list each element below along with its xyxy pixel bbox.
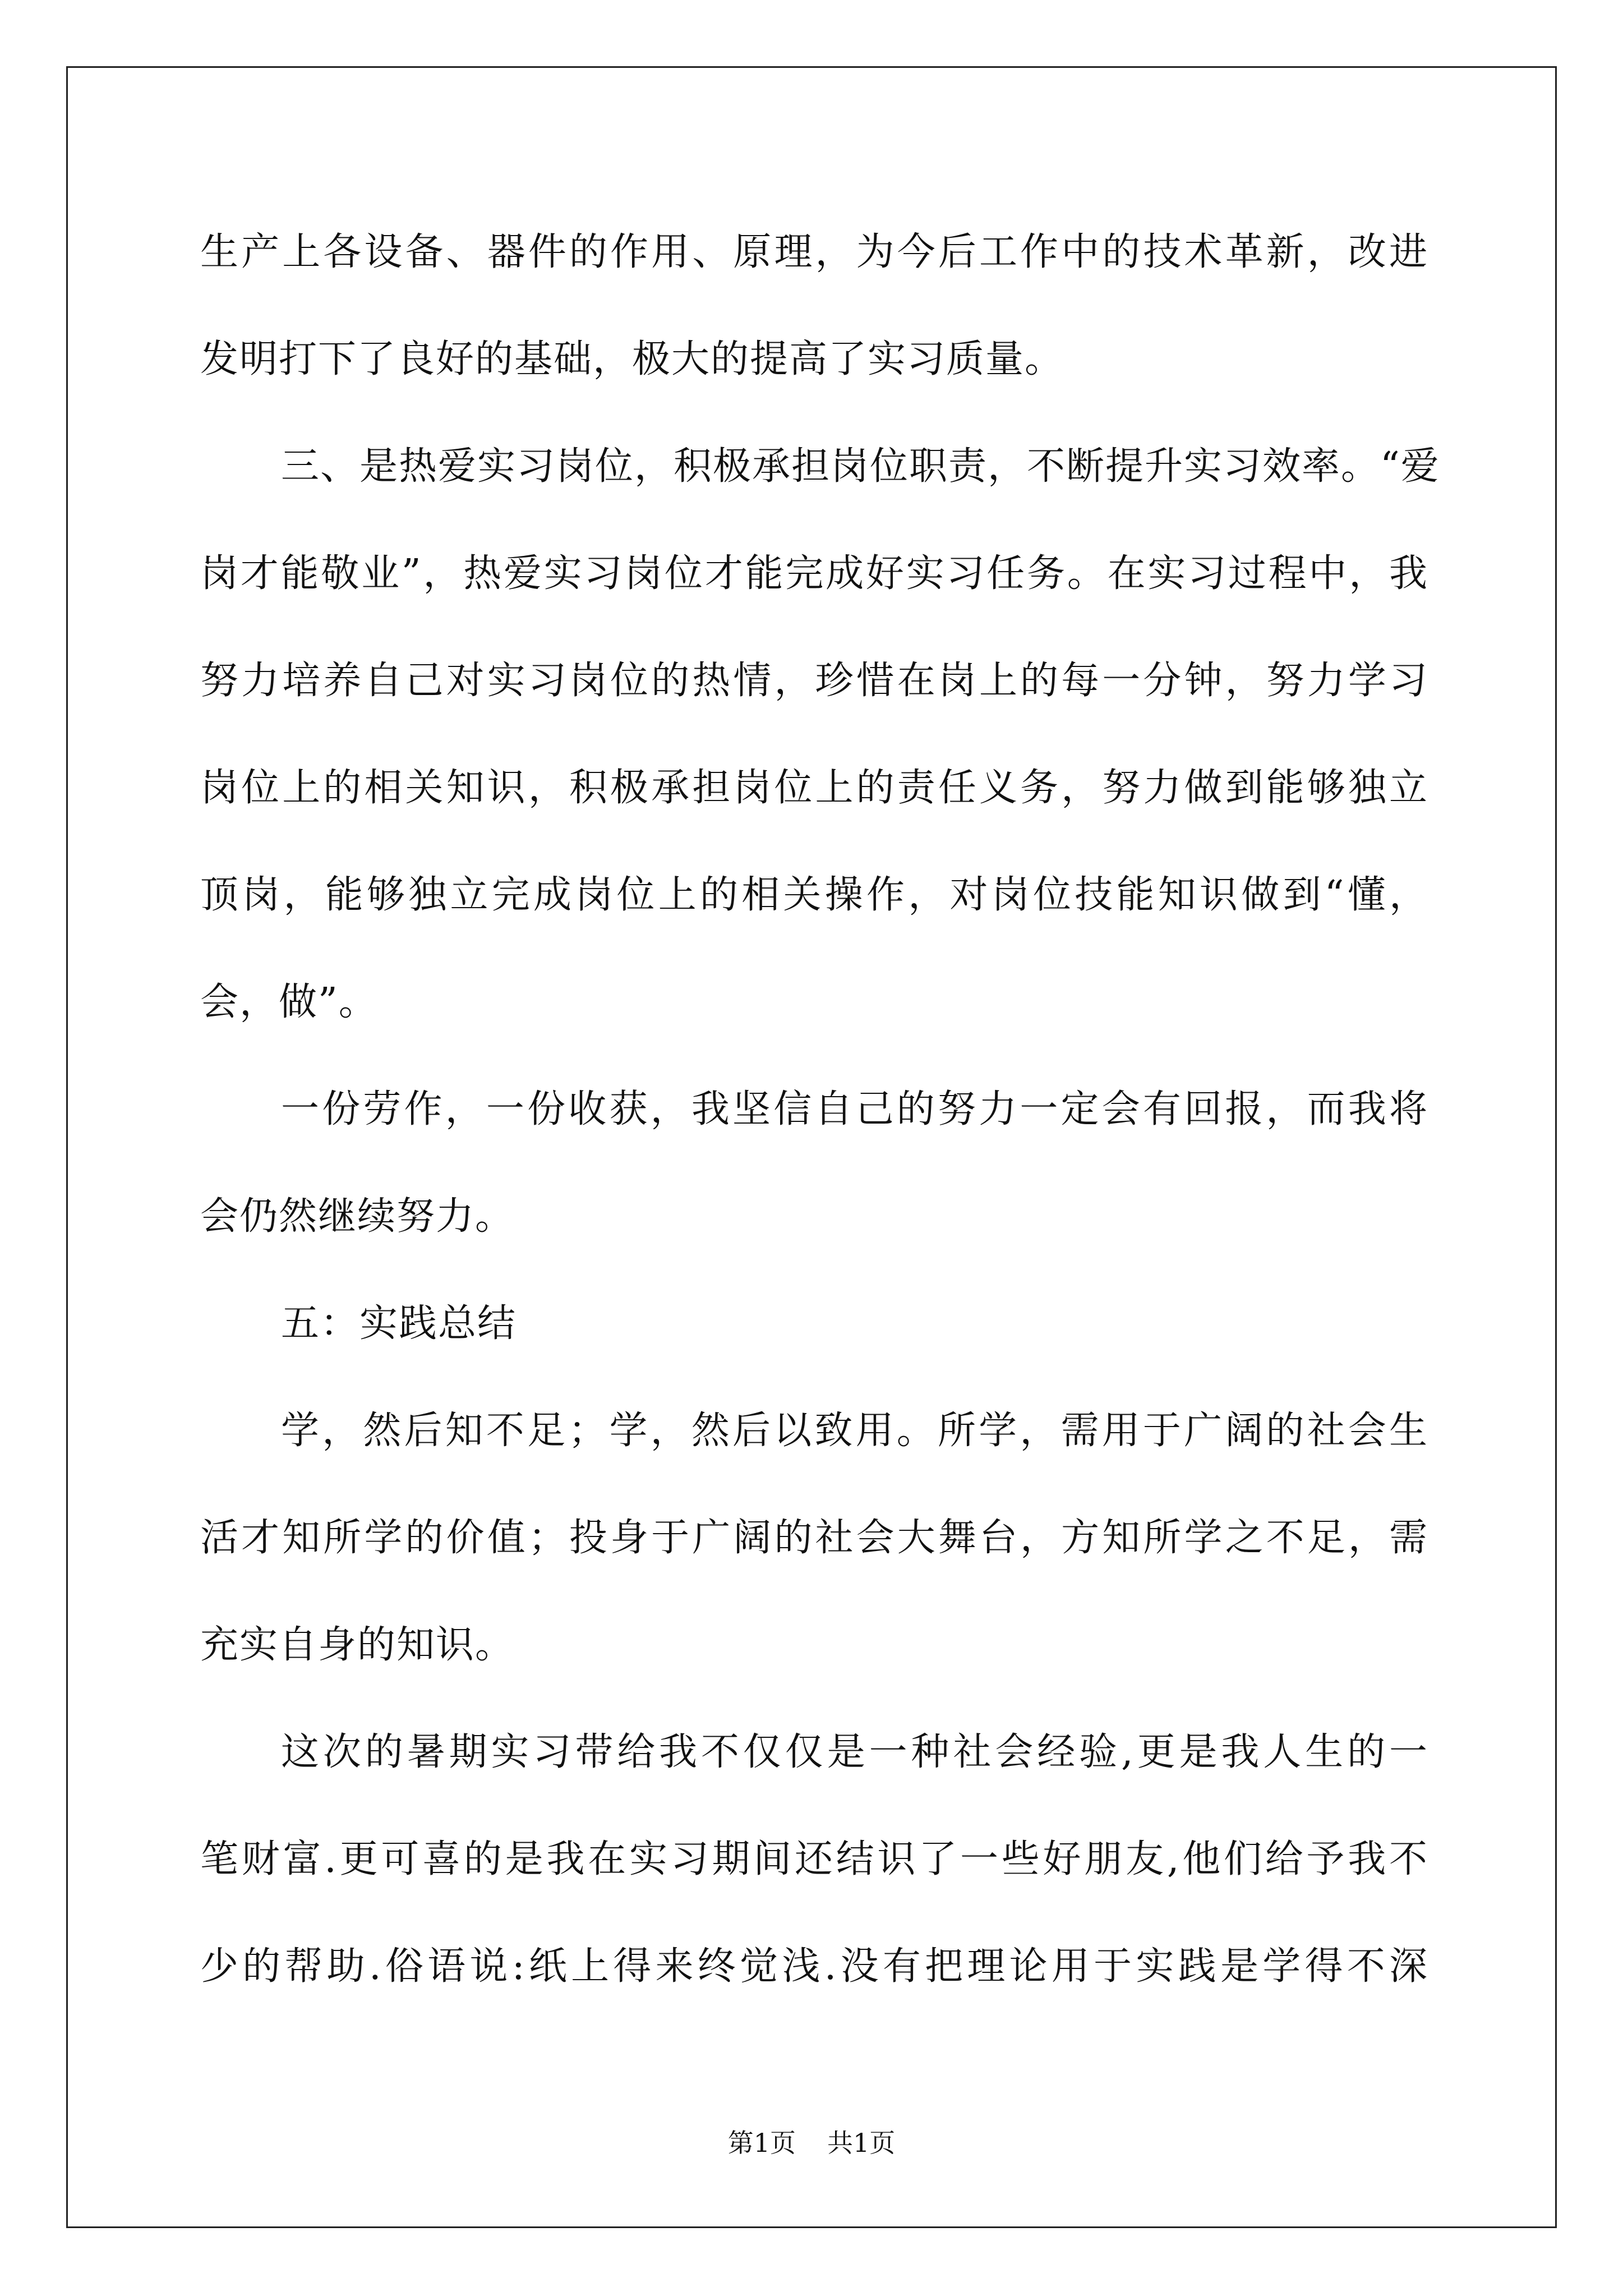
text-line: 发明打下了良好的基础，极大的提高了实习质量。: [200, 337, 1064, 381]
text-line: 生产上各设备、器件的作用、原理，为今后工作中的技术革新，改进: [200, 230, 1428, 274]
section-heading: 五：实践总结: [281, 1301, 517, 1346]
page-footer: [0, 2126, 1623, 2160]
text-line: 充实自身的知识。: [200, 1623, 515, 1667]
text-line: 岗才能敬业”，热爱实习岗位才能完成好实习任务。在实习过程中，我: [200, 551, 1428, 596]
text-line: 笔财富.更可喜的是我在实习期间还结识了一些好朋友,他们给予我不: [200, 1837, 1428, 1881]
text-line: 活才知所学的价值；投身于广阔的社会大舞台，方知所学之不足，需: [200, 1516, 1428, 1560]
text-line: 顶岗，能够独立完成岗位上的相关操作，对岗位技能知识做到“懂，: [200, 873, 1428, 917]
text-line: 会仍然继续努力。: [200, 1194, 515, 1239]
text-line: 学，然后知不足；学，然后以致用。所学，需用于广阔的社会生: [281, 1409, 1428, 1453]
text-line: 少的帮助.俗语说:纸上得来终觉浅.没有把理论用于实践是学得不深: [200, 1944, 1428, 1989]
page-number: 第1页: [727, 2128, 796, 2158]
page-count: 共1页: [827, 2128, 896, 2158]
text-line: 努力培养自己对实习岗位的热情，珍惜在岗上的每一分钟，努力学习: [200, 659, 1428, 703]
text-line: 三、是热爱实习岗位，积极承担岗位职责，不断提升实习效率。“爱: [281, 444, 1440, 489]
text-line: 一份劳作，一份收获，我坚信自己的努力一定会有回报，而我将: [281, 1087, 1428, 1131]
text-line: 会，做”。: [200, 980, 378, 1024]
text-line: 岗位上的相关知识，积极承担岗位上的责任义务，努力做到能够独立: [200, 766, 1428, 810]
text-line: 这次的暑期实习带给我不仅仅是一种社会经验,更是我人生的一: [281, 1730, 1428, 1774]
page-border: [66, 66, 1557, 2228]
